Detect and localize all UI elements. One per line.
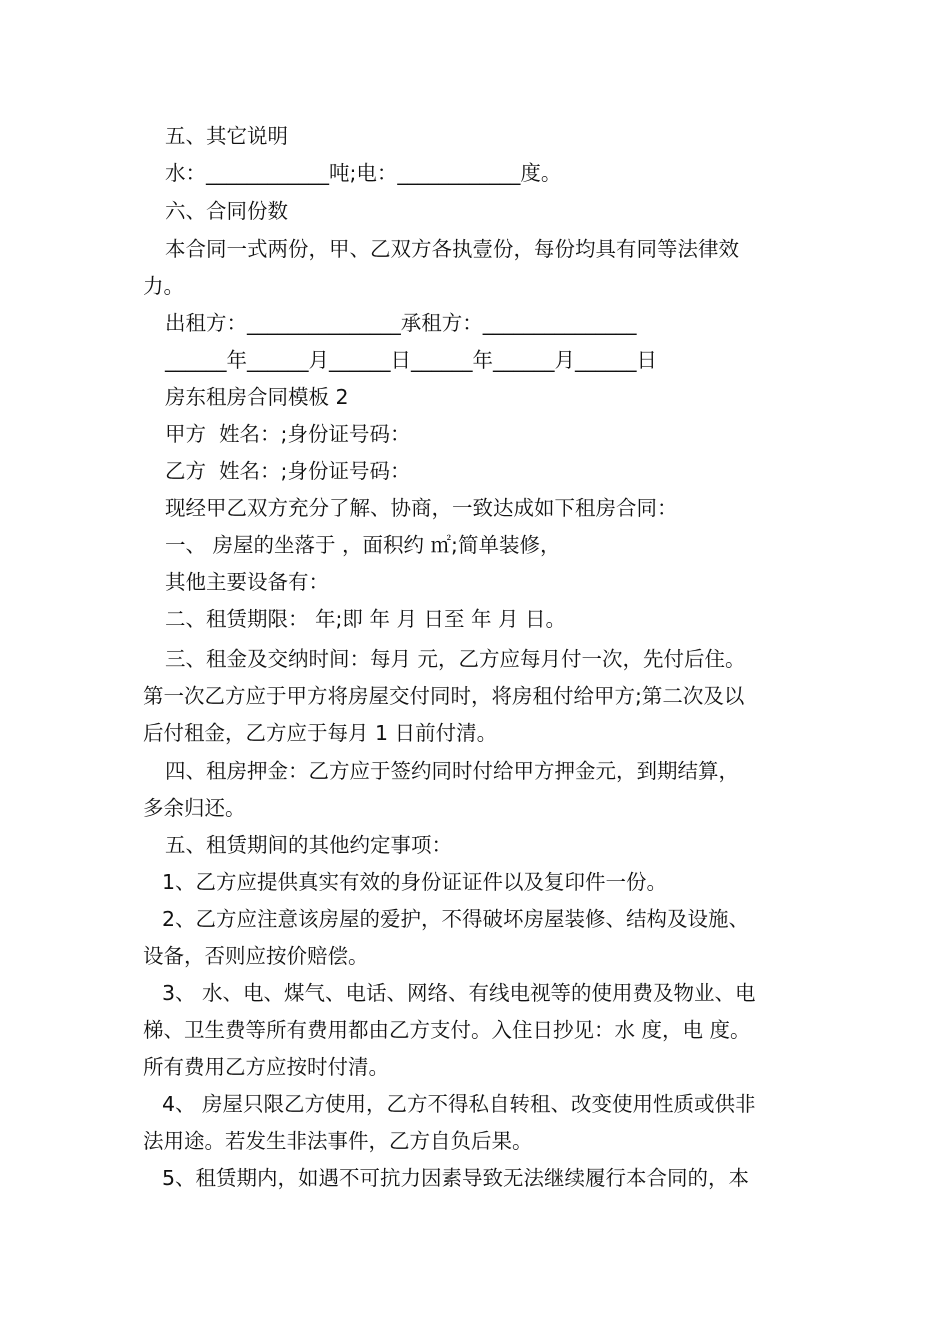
paragraph-line: 甲方 姓名：;身份证号码： (165, 422, 411, 446)
paragraph-line: 二、租赁期限： 年;即 年 月 日至 年 月 日。 (165, 607, 567, 631)
document-title: 房东租房合同模板 2 (165, 385, 349, 409)
list-item: 1、乙方应提供真实有效的身份证证件以及复印件一份。 (162, 870, 668, 894)
paragraph-line: 乙方 姓名：;身份证号码： (165, 459, 411, 483)
paragraph-line: 多余归还。 (143, 796, 246, 820)
list-item: 3、 水、电、煤气、电话、网络、有线电视等的使用费及物业、电 (162, 981, 756, 1005)
paragraph-line: 设备，否则应按价赔偿。 (143, 944, 369, 968)
paragraph-line: 一、 房屋的坐落于 ，面积约 ㎡;简单装修， (165, 533, 561, 557)
paragraph-line: 水：____________吨;电：____________度。 (165, 161, 562, 185)
section-heading: 五、其它说明 (165, 124, 288, 148)
paragraph-line: 其他主要设备有： (165, 570, 329, 594)
paragraph-line: 三、租金及交纳时间：每月 元，乙方应每月付一次，先付后住。 (165, 647, 746, 671)
paragraph-line: 法用途。若发生非法事件，乙方自负后果。 (143, 1129, 533, 1153)
paragraph-line: 后付租金，乙方应于每月 1 日前付清。 (143, 721, 498, 745)
paragraph-line: 梯、卫生费等所有费用都由乙方支付。入住日抄见：水 度，电 度。 (143, 1018, 751, 1042)
signature-line: 出租方：_______________承租方：_______________ (165, 311, 637, 335)
list-item: 2、乙方应注意该房屋的爱护，不得破坏房屋装修、结构及设施、 (162, 907, 750, 931)
list-item: 4、 房屋只限乙方使用，乙方不得私自转租、改变使用性质或供非 (162, 1092, 756, 1116)
paragraph-line: 四、租房押金：乙方应于签约同时付给甲方押金元，到期结算， (165, 759, 739, 783)
paragraph-line: 现经甲乙双方充分了解、协商，一致达成如下租房合同： (165, 496, 678, 520)
section-heading: 六、合同份数 (165, 199, 288, 223)
paragraph-line: 所有费用乙方应按时付清。 (143, 1055, 389, 1079)
list-item: 5、租赁期内，如遇不可抗力因素导致无法继续履行本合同的，本 (162, 1166, 750, 1190)
paragraph-line: 第一次乙方应于甲方将房屋交付同时，将房租付给甲方;第二次及以 (143, 684, 745, 708)
paragraph-line: 本合同一式两份，甲、乙双方各执壹份，每份均具有同等法律效 (165, 237, 739, 261)
date-line: ______年______月______日______年______月______日 (165, 348, 657, 372)
section-heading: 五、租赁期间的其他约定事项： (165, 833, 452, 857)
paragraph-line: 力。 (143, 274, 184, 298)
